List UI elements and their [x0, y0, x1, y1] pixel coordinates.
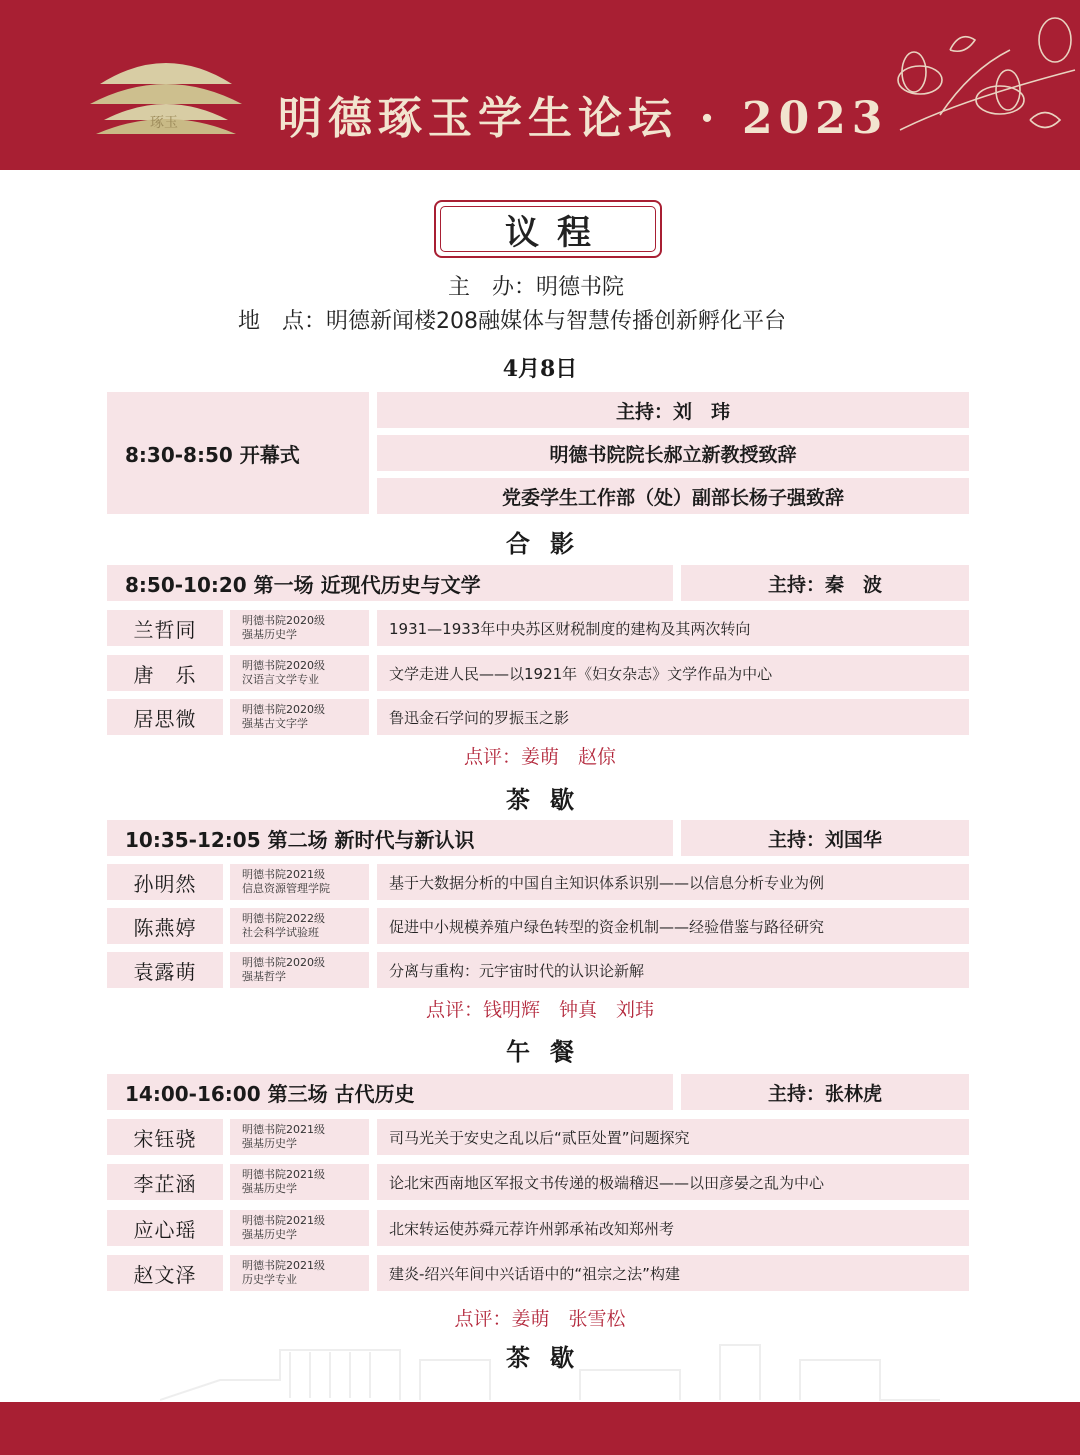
tea-break-label: 茶歇 [506, 785, 594, 814]
session1-title: 8:50-10:20 第一场 近现代历史与文学 [107, 565, 673, 601]
speaker-topic: 建炎-绍兴年间中兴话语中的“祖宗之法”构建 [377, 1255, 969, 1291]
speaker-topic: 北宋转运使苏舜元荐许州郭承祐改知郑州考 [377, 1210, 969, 1246]
speaker-topic: 促进中小规模养殖户绿色转型的资金机制——经验借鉴与路径研究 [377, 908, 969, 944]
venue-label: 地 点： [238, 309, 327, 334]
venue-value: 明德新闻楼208融媒体与智慧传播创新孵化平台 [326, 309, 787, 334]
speaker-name: 陈燕婷 [107, 908, 223, 944]
opening-speech-dean: 明德书院院长郝立新教授致辞 [377, 435, 969, 471]
speaker-name: 袁露萌 [107, 952, 223, 988]
logo-text: 琢玉 [150, 115, 178, 131]
header-banner [0, 0, 1080, 170]
speaker-affiliation: 明德书院2020级 强基历史学 [230, 610, 369, 646]
speaker-affiliation: 明德书院2021级 信息资源管理学院 [230, 864, 369, 900]
session3-title: 14:00-16:00 第三场 古代历史 [107, 1074, 673, 1110]
date-heading: 4月8日 [502, 356, 578, 382]
speaker-topic: 基于大数据分析的中国自主知识体系识别——以信息分析专业为例 [377, 864, 969, 900]
venue-line [238, 304, 786, 335]
speaker-topic: 1931—1933年中央苏区财税制度的建构及其两次转向 [377, 610, 969, 646]
speaker-affiliation: 明德书院2020级 汉语言文学专业 [230, 655, 369, 691]
speaker-affiliation: 明德书院2021级 强基历史学 [230, 1210, 369, 1246]
speaker-affiliation: 明德书院2020级 强基哲学 [230, 952, 369, 988]
tea-break-label: 茶歇 [506, 1343, 594, 1372]
speaker-name: 应心瑶 [107, 1210, 223, 1246]
organizer-value: 明德书院 [536, 275, 625, 300]
forum-title: 明德琢玉学生论坛 · 2023 [278, 93, 889, 144]
speaker-topic: 分离与重构：元宇宙时代的认识论新解 [377, 952, 969, 988]
speaker-name: 居思微 [107, 699, 223, 735]
speaker-name: 赵文泽 [107, 1255, 223, 1291]
organizer-label: 主 办： [448, 275, 537, 300]
speaker-name: 兰哲同 [107, 610, 223, 646]
lunch-label: 午餐 [506, 1037, 594, 1066]
organizer-line [448, 270, 624, 301]
speaker-affiliation: 明德书院2022级 社会科学试验班 [230, 908, 369, 944]
speaker-affiliation: 明德书院2021级 强基历史学 [230, 1119, 369, 1155]
speaker-affiliation: 明德书院2021级 历史学专业 [230, 1255, 369, 1291]
session2-reviewers: 点评：钱明辉 钟真 刘玮 [425, 999, 654, 1021]
opening-host: 主持：刘 玮 [377, 392, 969, 428]
magnolia-flower-icon [880, 10, 1080, 160]
session2-host: 主持：刘国华 [681, 820, 969, 856]
speaker-name: 李芷涵 [107, 1164, 223, 1200]
agenda-title: 议程 [440, 206, 656, 252]
agenda-title-frame [434, 200, 662, 258]
speaker-topic: 论北宋西南地区军报文书传递的极端稽迟——以田彦晏之乱为中心 [377, 1164, 969, 1200]
speaker-affiliation: 明德书院2020级 强基古文字学 [230, 699, 369, 735]
speaker-name: 唐 乐 [107, 655, 223, 691]
speaker-topic: 鲁迅金石学问的罗振玉之影 [377, 699, 969, 735]
speaker-name: 宋钰骁 [107, 1119, 223, 1155]
session3-host: 主持：张林虎 [681, 1074, 969, 1110]
session1-host: 主持：秦 波 [681, 565, 969, 601]
speaker-topic: 文学走进人民——以1921年《妇女杂志》文学作品为中心 [377, 655, 969, 691]
opening-time: 8:30-8:50 开幕式 [107, 392, 369, 514]
speaker-affiliation: 明德书院2021级 强基历史学 [230, 1164, 369, 1200]
session1-reviewers: 点评：姜萌 赵倞 [463, 746, 616, 768]
footer-band [0, 1402, 1080, 1455]
speaker-name: 孙明然 [107, 864, 223, 900]
session2-title: 10:35-12:05 第二场 新时代与新认识 [107, 820, 673, 856]
opening-speech-deputy: 党委学生工作部（处）副部长杨子强致辞 [377, 478, 969, 514]
session3-reviewers: 点评：姜萌 张雪松 [454, 1308, 626, 1330]
group-photo-label: 合影 [506, 529, 594, 558]
speaker-topic: 司马光关于安史之乱以后“贰臣处置”问题探究 [377, 1119, 969, 1155]
